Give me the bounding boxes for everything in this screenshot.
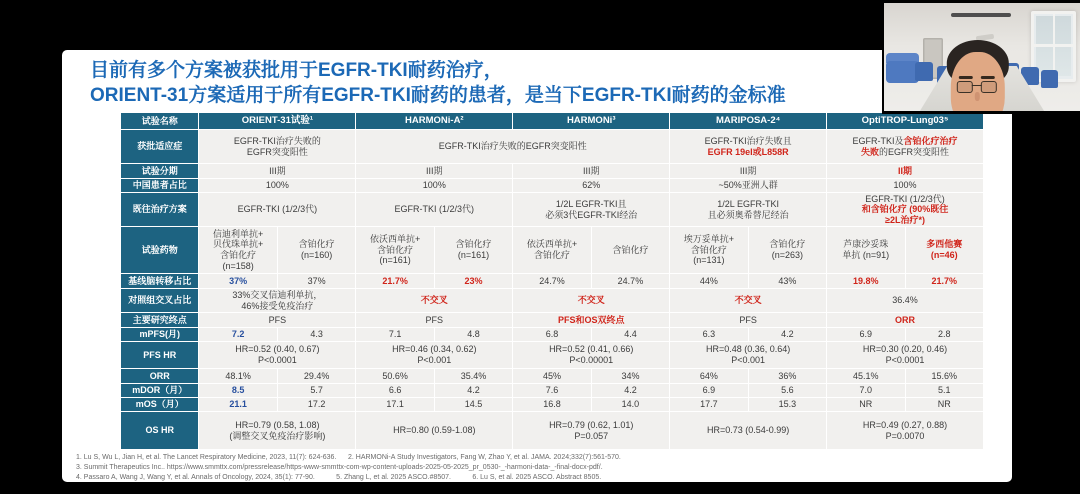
table-cell: PFS	[199, 313, 356, 328]
table-row	[121, 328, 984, 342]
table-cell: 48.1%	[199, 369, 277, 384]
ceiling-vent	[951, 13, 1012, 17]
row-label: 中国患者占比	[121, 179, 199, 193]
chair	[1041, 70, 1059, 88]
table-cell: 含铂化疗 (n=263)	[748, 227, 826, 274]
table-cell: 16.8	[513, 398, 591, 412]
table-cell: 100%	[827, 179, 984, 193]
table-cell: 4.2	[591, 384, 669, 398]
trial-name: ORIENT-31试验¹	[199, 113, 356, 130]
page-title	[90, 58, 786, 108]
table-cell: 6.9	[827, 328, 905, 342]
table-cell: 5.1	[905, 384, 983, 398]
row-label: 获批适应症	[121, 130, 199, 164]
trial-name: OptiTROP-Lung03⁵	[827, 113, 984, 130]
table-cell: 14.5	[434, 398, 512, 412]
table-cell: III期	[513, 164, 670, 179]
row-label: mOS（月）	[121, 398, 199, 412]
table-cell: 依沃西单抗+ 含铂化疗 (n=161)	[356, 227, 434, 274]
table-cell: 36%	[748, 369, 826, 384]
table-cell: 7.0	[827, 384, 905, 398]
table-cell: 21.7%	[905, 274, 983, 289]
table-cell: 17.1	[356, 398, 434, 412]
page-title-line2: ORIENT-31方案适用于所有EGFR-TKI耐药的患者，是当下EGFR-TKI耐药的金标准	[90, 85, 786, 106]
table-cell: NR	[827, 398, 905, 412]
table-cell: 6.9	[670, 384, 748, 398]
chair	[915, 62, 933, 80]
table-cell: 7.1	[356, 328, 434, 342]
presentation-slide	[62, 50, 1012, 482]
table-cell: 5.7	[277, 384, 355, 398]
table-cell: 7.6	[513, 384, 591, 398]
table-cell: EGFR-TKI (1/2/3代)	[356, 193, 513, 227]
table-cell: 埃万妥单抗+ 含铂化疗 (n=131)	[670, 227, 748, 274]
table-cell: 14.0	[591, 398, 669, 412]
table-cell: II期	[827, 164, 984, 179]
table-cell: HR=0.46 (0.34, 0.62) P<0.001	[356, 342, 513, 369]
table-cell: 7.2	[199, 328, 277, 342]
table-cell: 4.2	[748, 328, 826, 342]
table-row	[121, 179, 984, 193]
table-cell: HR=0.79 (0.58, 1.08) (调整交叉免疫治疗影响)	[199, 412, 356, 450]
table-cell: 29.4%	[277, 369, 355, 384]
table-row	[121, 313, 984, 328]
table-cell: NR	[905, 398, 983, 412]
table-cell: HR=0.52 (0.40, 0.67) P<0.0001	[199, 342, 356, 369]
table-cell: 4.3	[277, 328, 355, 342]
table-cell: 4.2	[434, 384, 512, 398]
table-cell: HR=0.79 (0.62, 1.01) P=0.057	[513, 412, 670, 450]
table-row	[121, 369, 984, 384]
trial-comparison-table	[120, 112, 984, 450]
table-row	[121, 342, 984, 369]
table-cell: 信迪利单抗+ 贝伐珠单抗+ 含铂化疗 (n=158)	[199, 227, 277, 274]
row-label: mDOR（月）	[121, 384, 199, 398]
table-cell: 21.7%	[356, 274, 434, 289]
table-cell: 44%	[670, 274, 748, 289]
row-label: ORR	[121, 369, 199, 384]
table-cell: 21.1	[199, 398, 277, 412]
table-cell: 43%	[748, 274, 826, 289]
table-cell: EGFR-TKI (1/2/3代)	[199, 193, 356, 227]
table-cell: 24.7%	[591, 274, 669, 289]
footnote-line: 4. Passaro A, Wang J, Wang Y, et al. Annals of Oncology, 2024, 35(1): 77-90. 5. Zhang L, et al. 2025 ASCO.#8507. 6. Lu S, et al. 2025 ASCO. Abstract 8505.	[76, 473, 602, 481]
table-cell: 不交叉	[670, 289, 827, 313]
table-cell: III期	[670, 164, 827, 179]
row-label: OS HR	[121, 412, 199, 450]
table-row	[121, 289, 984, 313]
table-cell: EGFR-TKI治疗失败的 EGFR突变阳性	[199, 130, 356, 164]
table-cell: HR=0.80 (0.59-1.08)	[356, 412, 513, 450]
row-label: 既往治疗方案	[121, 193, 199, 227]
trial-name: HARMONi³	[513, 113, 670, 130]
row-label: mPFS(月)	[121, 328, 199, 342]
table-cell: 100%	[356, 179, 513, 193]
table-cell: 含铂化疗	[591, 227, 669, 274]
table-cell: 4.8	[434, 328, 512, 342]
table-cell: 6.3	[670, 328, 748, 342]
participant	[943, 40, 1013, 111]
row-label: 试验药物	[121, 227, 199, 274]
table-cell: ORR	[827, 313, 984, 328]
table-row	[121, 193, 984, 227]
glasses-icon	[957, 81, 973, 93]
table-cell: 多西他赛 (n=46)	[905, 227, 983, 274]
row-label: 基线脑转移占比	[121, 274, 199, 289]
table-cell: 37%	[277, 274, 355, 289]
webcam-scene	[884, 3, 1080, 111]
table-cell: III期	[356, 164, 513, 179]
reference-footnotes	[76, 453, 976, 482]
page-title-line1: 目前有多个方案被获批用于EGFR-TKI耐药治疗，	[90, 60, 503, 81]
table-cell: 50.6%	[356, 369, 434, 384]
table-cell: 17.2	[277, 398, 355, 412]
sofa	[886, 61, 919, 83]
table-cell: 6.8	[513, 328, 591, 342]
table-cell: 含铂化疗 (n=161)	[434, 227, 512, 274]
row-label: 主要研究终点	[121, 313, 199, 328]
table-cell: 6.6	[356, 384, 434, 398]
table-row	[121, 130, 984, 164]
footnote-line: 1. Lu S, Wu L, Jian H, et al. The Lancet Respiratory Medicine, 2023, 11(7): 624-636. 2. HARMONi-A Study Investigators, Fang W, Zhao Y, et al. JAMA. 2024;332(7):561-570.	[76, 454, 621, 461]
table-cell: PFS	[356, 313, 513, 328]
table-cell: 8.5	[199, 384, 277, 398]
table-cell: 37%	[199, 274, 277, 289]
table-cell: HR=0.48 (0.36, 0.64) P<0.001	[670, 342, 827, 369]
table-cell: 15.3	[748, 398, 826, 412]
table-cell: 19.8%	[827, 274, 905, 289]
glasses-icon	[981, 81, 997, 93]
table-cell: EGFR-TKI治疗失败且 EGFR 19el或L858R	[670, 130, 827, 164]
table-cell: 100%	[199, 179, 356, 193]
table-row	[121, 384, 984, 398]
table-cell: 4.4	[591, 328, 669, 342]
table-cell: 33%交叉信迪利单抗， 46%接受免疫治疗	[199, 289, 356, 313]
table-cell: HR=0.30 (0.20, 0.46) P<0.0001	[827, 342, 984, 369]
table-row	[121, 274, 984, 289]
table-cell: EGFR-TKI及含铂化疗治疗 失败的EGFR突变阳性	[827, 130, 984, 164]
table-cell: ~50%亚洲人群	[670, 179, 827, 193]
table-cell: 35.4%	[434, 369, 512, 384]
table-cell: 23%	[434, 274, 512, 289]
row-label: PFS HR	[121, 342, 199, 369]
table-row	[121, 412, 984, 450]
trial-comparison-table-wrap	[120, 112, 984, 450]
table-cell: 45.1%	[827, 369, 905, 384]
trial-name: MARIPOSA-2⁴	[670, 113, 827, 130]
table-cell: 17.7	[670, 398, 748, 412]
table-cell: 依沃西单抗+ 含铂化疗	[513, 227, 591, 274]
footnote-line: 3. Summit Therapeutics Inc.. https://www.smmttx.com/pressrelease/https-www-smmttx-com-wp-content-uploads-2025-05-2025_pr_0530-_-harmoni-data-_-final-docx-pdf/.	[76, 463, 603, 471]
table-cell: EGFR-TKI (1/2/3代) 和含铂化疗 (90%既往 ≥2L治疗*)	[827, 193, 984, 227]
table-cell: III期	[199, 164, 356, 179]
table-cell: EGFR-TKI治疗失败的EGFR突变阳性	[356, 130, 670, 164]
table-cell: 15.6%	[905, 369, 983, 384]
table-cell: HR=0.73 (0.54-0.99)	[670, 412, 827, 450]
table-cell: 1/2L EGFR-TKI 且必须奥希替尼经治	[670, 193, 827, 227]
table-row	[121, 398, 984, 412]
row-label: 对照组交叉占比	[121, 289, 199, 313]
table-row	[121, 164, 984, 179]
table-cell: 含铂化疗 (n=160)	[277, 227, 355, 274]
table-cell: PFS	[670, 313, 827, 328]
row-label: 试验名称	[121, 113, 199, 130]
table-cell: 24.7%	[513, 274, 591, 289]
table-cell: HR=0.52 (0.41, 0.66) P<0.00001	[513, 342, 670, 369]
table-cell: 5.6	[748, 384, 826, 398]
table-cell: 64%	[670, 369, 748, 384]
table-cell: HR=0.49 (0.27, 0.88) P=0.0070	[827, 412, 984, 450]
table-cell: 34%	[591, 369, 669, 384]
table-cell: 不交叉	[513, 289, 670, 313]
table-cell: 62%	[513, 179, 670, 193]
table-row	[121, 227, 984, 274]
table-cell: 2.8	[905, 328, 983, 342]
table-cell: 芦康沙妥珠 单抗 (n=91)	[827, 227, 905, 274]
table-cell: 1/2L EGFR-TKI且 必须3代EGFR-TKI经治	[513, 193, 670, 227]
trial-name: HARMONi-A²	[356, 113, 513, 130]
table-cell: 45%	[513, 369, 591, 384]
table-cell: 不交叉	[356, 289, 513, 313]
row-label: 试验分期	[121, 164, 199, 179]
webcam-video[interactable]	[882, 0, 1080, 114]
table-cell: 36.4%	[827, 289, 984, 313]
table-cell: PFS和OS双终点	[513, 313, 670, 328]
